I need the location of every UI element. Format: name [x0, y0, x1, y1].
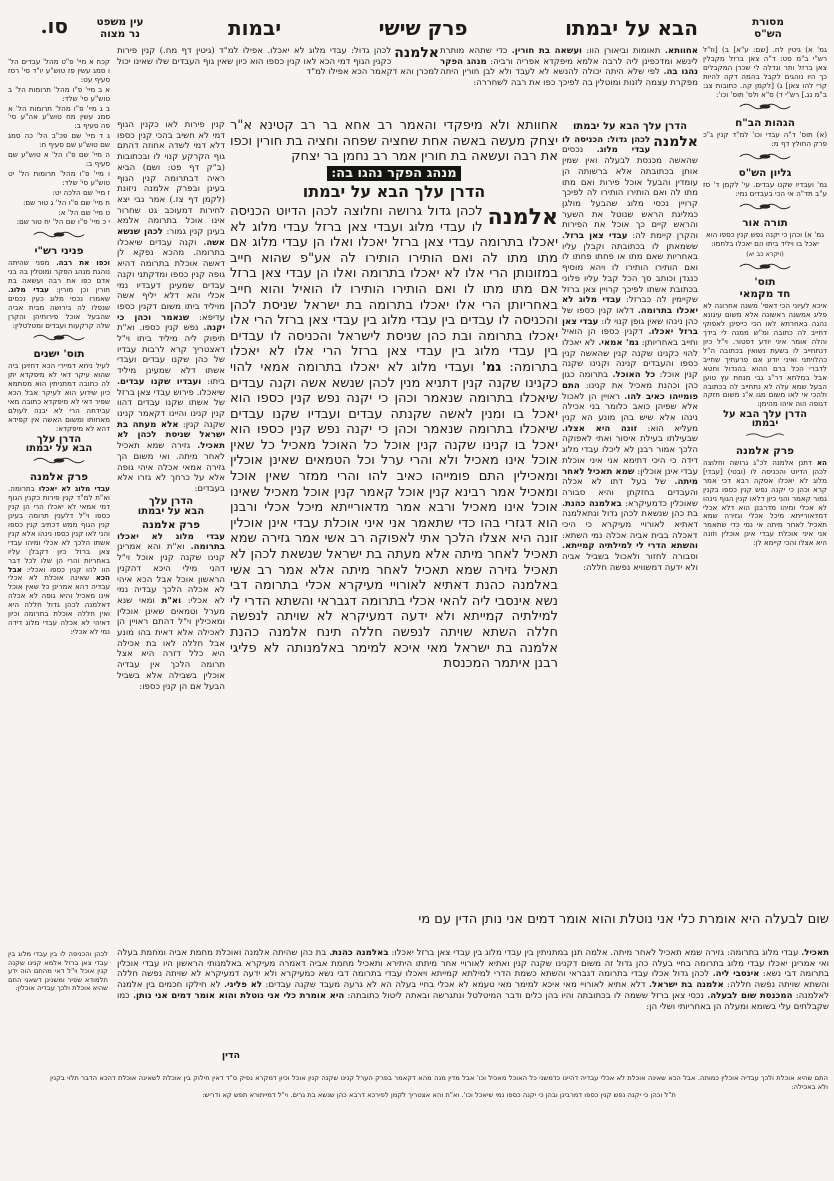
- gilyon-hashas-text: גמ' ועבדיו שקנו עבדים. עי' לקמן ד' סז ע"ב תד"ה אי הכי בעבדים נמי:: [703, 180, 827, 198]
- ein-mishpat-label: [70, 16, 170, 40]
- masoret-hashas-column: [703, 46, 827, 946]
- tosafot-yeshanim-text: לעיל ניחא דמיירי הכא דחזינן ביה שהוא עיקר דאי לא מיפקדא יתן לה כתובה דמתניתין הוא מסתמא כיון שידוע הוא לעיקר אבל הכא שפיר דאי לא מיפקדא כתובה מאי עבידתה הרי לא יבנה לעולם מאחותו ומשום האשה אין קפידא דהא לא מיפקדא:: [8, 361, 110, 433]
- ein-label-line1: עין משפט: [96, 16, 144, 28]
- daf-number: סו.: [40, 14, 68, 38]
- headword: גמ' אמאי.: [598, 338, 639, 349]
- para-text: לפי שלא היתה יכולה להנשא לא לעבד ולא לבן חורין היתה מפקרת עצמה לזנות ומוטלין בה לפיכך כפו את רבה לשחררה:: [440, 67, 698, 89]
- footnote-lines: [50, 1074, 828, 1114]
- tosafot-column: [117, 120, 225, 912]
- gemara-column: [230, 118, 558, 912]
- headword: תאכיל.: [801, 948, 829, 958]
- headword: אלמנה בת ישראל.: [649, 980, 724, 991]
- hadran-line1: הדרן עלך: [36, 433, 82, 445]
- hadran-line2: יבמתו: [751, 418, 779, 430]
- section-divider-ornament: [703, 102, 827, 114]
- ein-mishpat-entry: א ב מיי' פ"ו מהל' תרומות הל' ב טוש"ע סי' שלד:: [8, 84, 110, 103]
- para-text: כמו שקבלתים עלי בשומא ומעלה הן באחריותי ושלי הן:: [117, 990, 829, 1012]
- section-divider-ornament: [703, 202, 827, 214]
- catchword: הדין: [221, 1050, 240, 1061]
- headword: התם פומייהו כאיב להו.: [562, 380, 698, 402]
- perek-almanah-header: פרק אלמנה: [735, 445, 795, 457]
- ein-mishpat-entry: קכח א מיי' פ"ט מהל' עבדים הל' ו סמג עשין פז טוש"ע יו"ד סי' רסז סעיף עט:: [8, 58, 110, 84]
- headword: היא אומרת כלי אני נוטלת והוא אומר דמים אני נותן.: [132, 990, 345, 1001]
- perek-almanah-margin-section: [8, 485, 110, 636]
- headword: עבדי מלוג לא יאכלו בתרומה.: [562, 295, 698, 316]
- headword: אחוותא.: [664, 46, 698, 56]
- gemara-chapter-end: [230, 118, 558, 165]
- headword: הכניסה לו עבדי מלוג.: [562, 134, 651, 156]
- rashi-top-band: [440, 46, 698, 118]
- torah-or-text: גמ' א) וכהן כי יקנה נפש קנין כספו הוא יאכל בו ויליד ביתו הם יאכלו בלחמו:: [705, 229, 825, 248]
- headword: מנהג הפקר נהגו בה.: [440, 56, 698, 78]
- headword: שנאמר וכהן כי יקנה.: [117, 312, 225, 334]
- hadran-line: הדרן עלך הבא על יבמתו: [302, 182, 486, 202]
- masoret-label-line2: הש"ס: [754, 28, 782, 40]
- chapter-name-title: הבא על יבמתו: [565, 16, 698, 40]
- ein-mishpat-entry: ז מיי' שם הלכה יט:: [52, 187, 110, 197]
- headword: אבל הכא: [8, 564, 110, 583]
- rashi-column: [562, 120, 698, 946]
- gilyon-hashas-title: גליון הש"ס: [738, 167, 792, 180]
- hadran-line1: הדרן עלך הבא על: [722, 409, 808, 421]
- ein-mishpat-entry: ג ד מיי' שם פכ"ב הל' כה סמג שם טוש"ע שם סעיף ח:: [8, 131, 110, 150]
- headword: עבדי מלוג.: [8, 284, 49, 294]
- pninei-rashi-section: [8, 259, 110, 330]
- headword: באלמנה כהנת.: [562, 498, 622, 509]
- para-text: שאמרו נכסי מלוג כעין נכסים שנפלו לה בירושה מבית אביה שהבעל אוכל פירותיהן והקרן שלה קרקעות ועבדים ומטלטלין:: [8, 293, 110, 330]
- para-text: גזירה שמא תאכיל לאחר מיתה. ואי משום הך גזירה אמאי אכלה איהי גופה אלא על כרחך לא גזרו אלא בעבדים:: [117, 441, 225, 494]
- headword: ועבדיו שקנו עבדים.: [117, 376, 202, 387]
- para-text: לכהן גדול אכלו עבדי בתרומה דגבראי והשתא כשמת הדרי למילתא קמייתא ויאכלו עבדי בתרומה דבי נשא כמעיקרא ולא ידעה דמעיקרא לא שויתה נפשה חללה והשתא שויתה נפשה חללה:: [117, 969, 829, 991]
- para-text: שיאכלו. פירוש עבדי צאן ברזל של אשתו שקנו עבדים דהוו קנין קנינו והיינו דקאמר קנינו שקנה קנין:: [117, 387, 225, 430]
- para-text: מפני שהיתה נוהגת מנהג הפקר ומוטלין בה בני אדם כפו את רבה ועשאה בת חורין וכן מורין:: [8, 258, 110, 294]
- footnote-line1: התם שהיא אוכלת ולכך עבדיה אוכלין כמותה. אבל הכא שאינה אוכלת לא אכלי עבדיה דהיינו כדמשני כל האוכל מאכיל וכו' אבל מדין מנה מהא דקאמר בפרק הערל קנינו שקנה קנין אוכל וכיון דמקרא נפיק ס"ד דאין חילוק בין אוכלת לשאינה אוכלת דהכא הדבר תלוי בקנין ולא באכילה:: [50, 1074, 828, 1091]
- section-divider-ornament: [703, 432, 827, 442]
- hagahot-habach-title: הגהות הב"ח: [735, 117, 795, 130]
- gemara-text: ועבדי מלוג לא יאכלו בתרומה אמאי להוי כקנינו שקנה קנין דתניא מנין לכהן שנשא אשה וקנה עבדים שיאכלו בתרומה שנאמר וכהן כי יקנה נפש קנין כספו הוא יאכל בו ומנין לאשה שקנתה עבדים ועבדיו שקנו עבדים שיאכלו בתרומה שנאמר וכהן כי יקנה נפש קנין כספו הוא יאכל בו קנינו שקנה קנין אוכל כל האוכל מאכיל כל שאין אוכל אינו מאכיל ולא והרי ערל וכל הטמאים שאינן אוכלין ומאכילין התם פומייהו כאיב להו והרי ממזר שאין אוכל ומאכיל אמר רבינא קנין אוכל קאמר קנין אוכל מאכיל שאינו אוכל אינו מאכיל ורבא אמר מדאורייתא מיכל אכלי ורבנן הוא דגזרי בהו כדי שתאמר אני איני אוכלת עבדי אינן אוכלין זונה היא אצלו הלכך אתי לאפוקה רב אשי אמר גזירה שמא תאכיל לאחר מיתה אלא מעתה בת ישראל שנשאת לכהן לא תאכיל גזירה שמא תאכיל לאחר מיתה אלא אמר רב אשי באלמנה כהנת דאתיא לאורויי מעיקרא אכלי בתרומה דבי נשא אינסבי ליה להאי אכלי בתרומה דגבראי והשתא הדרי לי למילתיה קמייתא ולא ידעה דמעיקרא לא שויתה לנפשה חללה השתא שויתה לנפשה חללה תינח אלמנה כהנת אלמנה בת ישראל מאי איכא למימר באלמנותה לא פליגי רבנן איתמר המכנסת: [230, 359, 558, 672]
- hagahot-habach-text: (א) תוס' ד"ה עבדי וכו' למ"ד קנין ג"כ פרק החולץ דף מ:: [703, 130, 827, 149]
- para-text: ומאי שנא מערל וטמאים שאינן אוכלין ומאכילין וי"ל דהתם ראויין הן לאכילה אלא דאית בהו מונע אבל חללה לאו בת אכילה היא כלל דזרה היא אצל תרומה הלכך אין עבדיה אוכלין בשבילה אלא בשביל הבעל אם הן קנין כספו:: [117, 595, 225, 692]
- headword: ועשאה בת חורין.: [511, 46, 583, 56]
- masoret-hashas-label: [718, 16, 818, 40]
- mishnah-initial-word: אלמנה: [487, 203, 558, 230]
- headword: כל האוכל.: [612, 370, 656, 381]
- headword: וכפו את רבה.: [56, 258, 110, 268]
- tosafot-yeshanim-title: תוס' ישנים: [33, 348, 85, 361]
- para-text: כדי שתהא מותרת לינשא ומדכפינן ליה לרבה אלמא מיפקדא אפריה ורביה:: [440, 46, 698, 67]
- perek-almanah-header: פרק אלמנה: [29, 471, 89, 484]
- gemara-marker: גמ': [482, 359, 502, 375]
- headword: עבדי צאן ברזל.: [562, 231, 628, 242]
- tosafot-top-text: לכהן גדול: עבדי מלוג לא יאכלו. אפילו למ"ד (גיטין דף מח.) קנין פירות כקנין הגוף דמי הכא לאו קנין כספו הוא כיון שאין גוף העבדים שלו שאינו יכול למכרן והא דקאמר הכא אפילו למ"ד: [117, 46, 439, 78]
- ein-mishpat-entry: ו מיי' פ"ו מהל' תרומות הל' יט טוש"ע סי' שלד:: [8, 168, 110, 187]
- para-text: וקנה עבדים שיאכלו בתרומה. מהכא נפקא לן דאשה אוכלת בתרומה דהיא גופה קנין כספו ומדקתני וקנה עבדים שמעינן דעבדיו נמי אכלי והא דלא יליף אשה מויליד ביתו משום דקנין כספו עדיפא:: [117, 237, 225, 323]
- tosafot-top-band: [117, 46, 439, 118]
- para-text: ראויין הן לאכול אלא שפיהן כואב כלומר בני אכילה נינהו אלא שיש בהן מונע הא קנין מעליא הוא:: [562, 391, 698, 434]
- tosafot-chad-mikamai-text: איכא לעיוני הכי דאפי' משנה אחרונה לא פליג אמשנה ראשונה אלא משום עיגונא נהגה באחרתא לאו הכי כייפינן לאפוקי דחייב לה כתובה ומ"ש ממנה לי בידך והלה אומר איני יודע דפטור. וי"ל כיון דנתחייב לו בשעת נשואין בכתובה ה"ל כהלויתני ואיני יודע אם פרעתיך שחייב לדברי הכל ברם ההוא בהנדול וחטא אבל במלתא דר"ג גבי מנחת עץ טוען הבעל שמא עלה לא נתחייב לה בכתובה ולהכי אי לאו משום מגו א"נ משום חזקה דגופה הוה איהו מהימן:: [703, 301, 827, 409]
- pninei-rashi-title: פניני רש"י: [34, 245, 84, 258]
- para-text: דתנן אלמנה לכ"ג גרושה וחלוצה לכהן הדיוט והכניסה לו (ובטי) [עבדי] מלוג לא יאכלו אסקה רבא דכי אמר קרא וכהן כי יקנה נפש קנין כספו בקנין גמור קאמר והני כיון דלאו קנין הגוף נינהו לא אכלי ומיהו מדרבנן הוא דלא אכלי דמדאורייתא מיכל אכלי וגזירה שמא תאכיל לאחר מיתה אי נמי כדי שתאמר אני איני אוכלת עבדי אינן אוכלין וזונה היא אצלו והכי קיימא לן:: [703, 458, 827, 548]
- para-text: דלא אתיא לאורויי מאי איכא למימר מאי טעמא לא אכלי בחיי בעלה הא לא גרעה מעבד שקנה עבדים:: [265, 980, 646, 991]
- para-text: לא חילקו חכמים בין אלמנה לאלמנה:: [117, 980, 829, 1001]
- headword: לכהן גדול:: [607, 134, 651, 145]
- ein-mishpat-entry: י כ מיי' פ"ו שם הל' יח טור שם:: [16, 217, 110, 227]
- bottom-rashi-block: [117, 948, 829, 1048]
- mishnah-text: לכהן גדול גרושה וחלוצה לכהן הדיוט הכניסה לו עבדי מלוג ועבדי צאן ברזל עבדי מלוג לא יאכלו בתרומה עבדי צאן ברזל יאכלו ואלו הן עבדי מלוג אם מתו מתו לה ואם הותירו הותירו לה אע"פ שהוא חייב במזונותן הרי אלו לא יאכלו בתרומה ואלו הן עבדי צאן ברזל אם מתו מתו לו ואם הותירו הותירו לו הואיל והוא חייב באחריותן הרי אלו יאכלו בתרומה בת ישראל שניסת לכהן והכניסה לו עבדים בין עבדי מלוג בין עבדי צאן ברזל הרי אלו יאכלו בתרומה ובת כהן שניסת לישראל והכניסה לו עבדים בין עבדי מלוג בין עבדי צאן ברזל הרי אלו לא יאכלו בתרומה:: [230, 203, 558, 375]
- torah-or-title: תורה אור: [742, 216, 788, 229]
- ein-mishpat-entry: ט מיי' שם הל' א:: [58, 207, 110, 217]
- ein-mishpat-entry: ב ג מיי' פ"ו מהל' תרומות הל' א סמג עשין מח טוש"ע אה"ע סי' פה סעיף ב:: [8, 103, 110, 131]
- perek-almanah-header: פרק אלמנה: [141, 519, 201, 532]
- section-divider-ornament: [703, 152, 827, 164]
- hadran-line: [117, 497, 225, 518]
- gemara-text: אחוותא ולא מיפקדי והאמר רב אחא בר רב קטינא א"ר יצחק מעשה באשה אחת שחציה שפחה וחציה בת חורין וכפו את רבה ועשאה בת חורין אמר רב נחמן בר יצחק: [230, 118, 558, 165]
- headword: וא"ת: [161, 595, 182, 606]
- inverted-text-line: [230, 166, 558, 182]
- para-text: דלאו קנין כספו של כהן נינהו שאין גופן קנוי לו:: [562, 305, 698, 327]
- headword: אלא מעתה בת ישראל שניסת לכהן לא תאכיל.: [117, 419, 225, 452]
- hadran-line1: הדרן עלך: [148, 495, 194, 507]
- perek-almanah-text: [703, 459, 827, 548]
- hadran-line: הדרן עלך הבא על יבמתו: [572, 121, 688, 132]
- headword: זונה היא אצלו.: [562, 423, 638, 434]
- chapter-number-title: פרק שישי: [378, 16, 468, 40]
- para-text: נכסי צאן ברזל ששמה לו בכתובתה והיו בהן כלים ודבר המיטלטל ונתגרשה ובאתה ליטול כתובתה:: [347, 990, 704, 1001]
- section-divider-ornament: [703, 262, 827, 274]
- tos-chad-title-line1: תוס': [754, 276, 776, 289]
- headword: שמא תאכיל לאחר מיתה.: [562, 466, 698, 488]
- headword: לא פליגי.: [224, 980, 263, 991]
- para-text: וסבורה לחזור ולאכול בשביל אביה ולא ידעה דמשוויא נפשה חללה:: [562, 552, 698, 573]
- para-text: של בעל דתו לא אכלה והעבדים בחזקתן והיא סבורה שאוכלין כדמעיקרא:: [562, 477, 698, 509]
- para-text: קנין פירות לאו כקנין הגוף דמי לא חשיב בהכי קנין כספו דלא דמי לשדה אחוזה דהתם גוף הקרקע קנוי לו ובכתובות (ב"ק דף פט: ושם) הביא ראיה דבתרומה קנין הגוף בעינן ובפרק אלמנה ניזונת (לקמן דף צז.) אמר גבי יצא לחירות דמעוכב גט שחרור אינו אוכל בתרומה אלמא בעינן קנין גמור:: [117, 120, 225, 238]
- para-text: דקנין כספו הן הואיל וחייב באחריותן:: [562, 327, 698, 349]
- para-text: בת כהן שהיתה אלמנה ואוכלת מחמת אביה ומחמת בעלה ואי אמרינן יאכלו עבדי מלוג בתרומה בחיי בעלה כהן גדול זה משום דקנינו שקנה קנין ואתיא לאורויי אחר מיתתו היתירא ותאכיל מחמת אביה דאמרה מעיקרא באלמנותי הראשון היו עבדי אוכלין בתרומה דבי נשא:: [117, 948, 829, 980]
- bottom-left-note: לכהן והכניסה לו בין עבדי מלוג בין עבדי צאן ברזל אלמא קנינו שקנה קנין אוכל וי"ל דאי מהתם הוה ידע תלמודא שפיר ומשנינן דשאני התם שהיא אוכלת ולכך עבדיה אוכלין:: [8, 950, 108, 993]
- inverted-text: מנהג הפקר נהגו בה:: [327, 166, 460, 182]
- section-divider-ornament: [8, 456, 110, 468]
- ein-mishpat-entry: ה מיי' שם פ"ו הל' א טוש"ע שם סעיף ב:: [8, 150, 110, 168]
- page-header: [228, 16, 698, 40]
- para-text: נפש קנין כספו. וא"ת תיפוק ליה מיליד ביתו וי"ל דאצטריך קרא לרבות עבדיו של כהן שקנו עבדים ועבדי אשתו דלא שמעינן מיליד ביתו:: [117, 323, 225, 387]
- para-text: לא יאכלו להוי כקנינו שקנה קנין שהאשה קנין כספו והעבדים קנינה וקנינו שקנה קנין אוכל:: [562, 338, 698, 381]
- para-text: נכסים שהאשה מכנסת לבעלה ואין שמין אותן בכתובתה אלא ברשותה הן עומדין והבעל אוכל פירות ואם מתו מתו לה ואם הותירו הותירו לה לפיכך קרויין נכסי מלוג שהבעל מולגן כמליגת הראש שנוטל את השער והראש קיים כך אוכל את הפירות והקרן קיימת לה:: [562, 145, 698, 242]
- gemara-wide-lines: שום לבעלה היא אומרת כלי אני נוטלת והוא אומר דמים אני נותן הדין עם מי: [418, 912, 829, 927]
- headword: עבדי צאן ברזל יאכלו.: [562, 316, 698, 338]
- torah-or-source: (ויקרא כב יא): [746, 249, 784, 258]
- para-text: בתרומה כגון כהן וכהנת מאכיל את קנינו:: [562, 370, 698, 391]
- para-text: בת כהן שנשאת לכהן גדול ונתאלמנה דאתיא לאורויי מעיקרא כי היכי דאכלה בבית אביה אכלה נמי השתא:: [562, 509, 698, 541]
- headword: אינסבי ליה.: [712, 969, 760, 980]
- hadran-line: [8, 433, 110, 454]
- para-text: עבדי מלוג בתרומה: גזירה שמא תאכיל לאחר מיתה. אלמה תנן במתניתין בין עבדי מלוג בין עבדי צאן ברזל יאכלו:: [391, 948, 799, 958]
- section-divider-ornament: [8, 333, 110, 345]
- headword: המכנסת שום לבעלה.: [707, 990, 793, 1001]
- tosafot-initial-word: אלמנה: [394, 46, 439, 61]
- footnote-line2: ת"ל וכהן כי יקנה נפש קנין כספו דמרבינן ובהן כי יקנה כספו נמי שיאכל וכו'. וא"ת והא אצטריך לקמן לפירכא דרבא כהן שנשא בת גרים. וי"ל דמייתורא תפש קא ודריש:: [202, 1091, 676, 1100]
- para-text: תאומות וביאורן הוו:: [586, 46, 661, 56]
- tosafot-chad-mikamai-title: [703, 276, 827, 300]
- hadran-line: [703, 411, 827, 429]
- masoret-hashas-text: גמ' א) גיטין לח. [שם: ע"א] ב) [וז"ל רש"י ב"מ סט: ד"ה צאן ברזל מקבלין צאן ברזל ותר וגדלה לי שכרן המקבלים כך היו נוהגים לקבל בהמה דקה להיות קרי להו צאן] ג) [לקמן קה. כתובות צג: ב"מ נג.] רש"י ד) ס"א ולס' תוס' וכו':: [703, 46, 827, 99]
- ein-mishpat-entry: ח מיי' שם פ"ו הל' ג טור שם:: [22, 197, 110, 207]
- headword: באלמנה כהנת.: [329, 948, 389, 958]
- headword: לכהן שנשא אשה.: [117, 227, 225, 248]
- para-text: ששמאתן לו בכתובתה וקבלן עליו באחריות שאם מתו או פחתו פחתו לו ואם הותירו הותירו לו ויהא מוסיף כנגדן וכותב סך הכל קבל עליו פלוני בכתובת אשתו לפיכך קרויין צאן ברזל שקיימין לה כברזל:: [562, 241, 698, 306]
- headword: עבדי מלוג לא יאכלו בתרומה.: [117, 531, 225, 553]
- masoret-label-line1: מסורת: [752, 16, 784, 28]
- para-text: שבעילתו בעילת איסור ואתי לאפוקה הלכך אמור רבנן לא ליכלו עבדי מלוג דידה כי היכי דתימא אני איני אוכלת עבדי אינן אוכלין:: [562, 434, 698, 477]
- para-text: וא"ת והא אמרינן קנינו שקנה קנין אוכל וי"ל דהני מילי היכא דהקנין הראשון אוכל אבל הכא איהי לא אכלה הלכך עבדיה נמי לא אכלי:: [117, 542, 225, 606]
- section-divider-ornament: [8, 230, 110, 242]
- mishnah-block: [230, 204, 558, 672]
- headword: והשתא הדרי לי למילתיה קמייתא.: [562, 541, 698, 552]
- tos-chad-title-line2: חד מקמאי: [739, 288, 791, 301]
- hadran-line2: הבא על יבמתו: [137, 506, 205, 518]
- perek-initial-word: הא: [816, 458, 827, 467]
- hadran-line2: הבא על יבמתו: [25, 442, 93, 454]
- headword: עבדי מלוג לא יאכלו: [38, 484, 110, 494]
- tractate-title: יבמות: [228, 16, 282, 40]
- ein-mishpat-column: [8, 58, 110, 946]
- para-text: בתרומה. וא"ת למ"ד קנין פירות כקנין הגוף דמי אמאי לא יאכלו הרי הן קנין כספו וי"ל דלענין תרומה בעינן קנין הגוף ממש דכתיב קנין כספו והני לאו קנין כספו נינהו אלא קנין אשתו הלכך לא אכלי ומיהו עבדי צאן ברזל כיון דקבלן עליו באחריות והרי הן שלו לכל דבר הוו להו קנין כספו ואכלי:: [8, 484, 110, 574]
- para-text: שאינה אוכלת לא אכלי עבדיה דהא אמרינן כל שאין אוכל אינו מאכיל והיא גופה לא אכלה דאלמנה לכהן גדול חללה היא ואין חללה אוכלת בתרומה וכיון דאיהי לא אכלה עבדי מלוג דידה נמי לא אכלי:: [8, 573, 110, 636]
- ein-label-line2: נר מצוה: [99, 28, 140, 40]
- rashi-initial-word: אלמנה: [653, 133, 698, 150]
